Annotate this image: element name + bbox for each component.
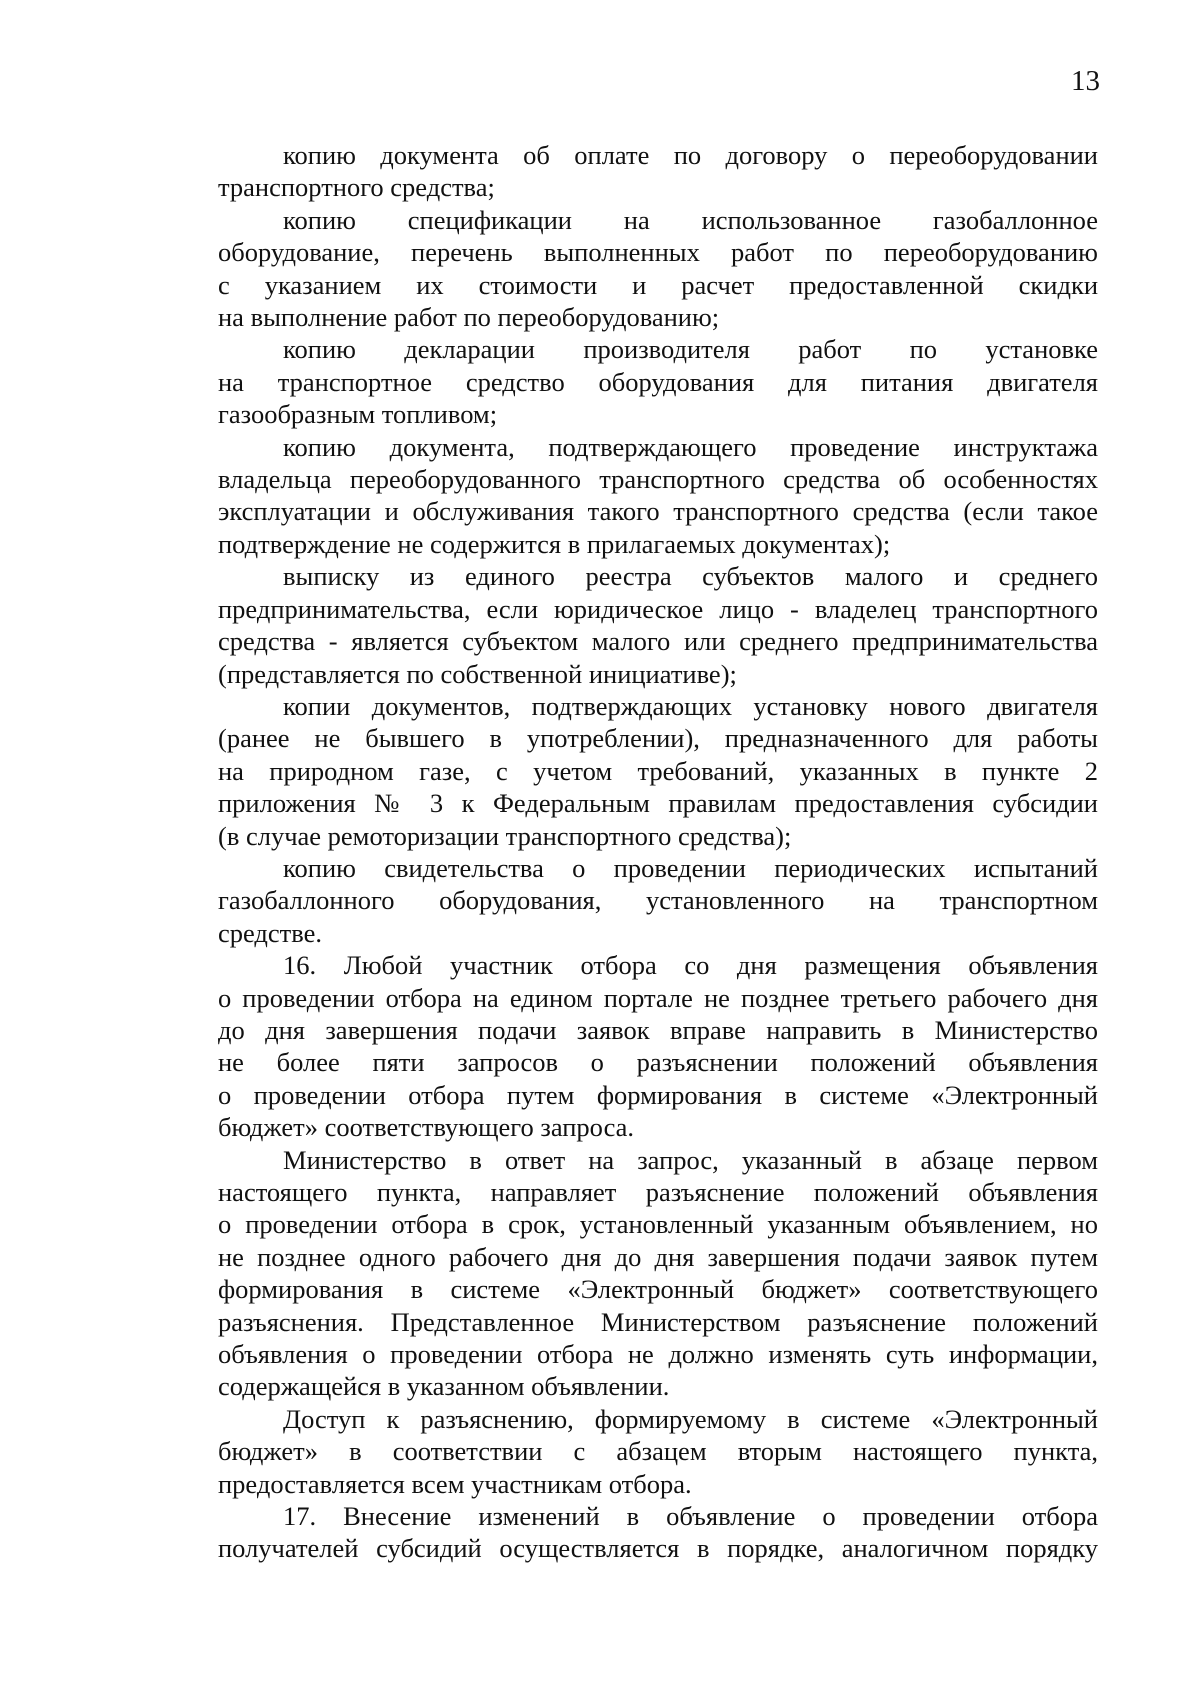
- text-line: получателей субсидий осуществляется в порядке, аналогичном порядку: [218, 1533, 1098, 1564]
- paragraph: [218, 560, 1098, 690]
- text-line: газообразным топливом;: [218, 399, 498, 430]
- text-line: (представляется по собственной инициативе);: [218, 658, 737, 689]
- text-line: объявления о проведении отбора не должно изменять суть информации,: [218, 1339, 1098, 1370]
- text-line: подтверждение не содержится в прилагаемых документах);: [218, 528, 891, 559]
- text-line: транспортного средства;: [218, 172, 495, 203]
- paragraph: [218, 690, 1098, 852]
- text-line: предоставляется всем участникам отбора.: [218, 1468, 692, 1499]
- text-line: о проведении отбора на едином портале не позднее третьего рабочего дня: [218, 982, 1098, 1013]
- text-line: приложения № 3 к Федеральным правилам предоставления субсидии: [218, 788, 1098, 819]
- text-line: копии документов, подтверждающих установку нового двигателя: [283, 690, 1098, 721]
- paragraph: [218, 1144, 1098, 1403]
- text-line: на выполнение работ по переоборудованию;: [218, 302, 720, 333]
- text-line: (ранее не бывшего в употреблении), предназначенного для работы: [218, 723, 1098, 754]
- text-line: разъяснения. Представленное Министерством разъяснение положений: [218, 1306, 1098, 1337]
- text-line: копию декларации производителя работ по установке: [283, 334, 1098, 365]
- text-line: копию документа, подтверждающего проведение инструктажа: [283, 431, 1098, 462]
- paragraph: [218, 204, 1098, 334]
- text-line: содержащейся в указанном объявлении.: [218, 1371, 670, 1402]
- text-line: Министерство в ответ на запрос, указанный в абзаце первом: [283, 1144, 1098, 1175]
- text-line: с указанием их стоимости и расчет предоставленной скидки: [218, 269, 1098, 300]
- text-line: не более пяти запросов о разъяснении положений объявления: [218, 1047, 1098, 1078]
- text-line: средстве.: [218, 917, 322, 948]
- paragraph: [218, 949, 1098, 1143]
- text-line: до дня завершения подачи заявок вправе направить в Министерство: [218, 1014, 1098, 1045]
- text-line: о проведении отбора путем формирования в системе «Электронный: [218, 1079, 1098, 1110]
- text-line: бюджет» в соответствии с абзацем вторым настоящего пункта,: [218, 1436, 1098, 1467]
- page-number: 13: [1071, 65, 1100, 97]
- text-line: не позднее одного рабочего дня до дня завершения подачи заявок путем: [218, 1241, 1098, 1272]
- text-line: на транспортное средство оборудования для питания двигателя: [218, 366, 1098, 397]
- paragraph: [218, 1500, 1098, 1565]
- text-line: о проведении отбора в срок, установленный указанным объявлением, но: [218, 1209, 1098, 1240]
- text-line: Доступ к разъяснению, формируемому в системе «Электронный: [283, 1403, 1098, 1434]
- paragraph: [218, 139, 1098, 204]
- text-line: предпринимательства, если юридическое лицо - владелец транспортного: [218, 593, 1098, 624]
- text-line: 17. Внесение изменений в объявление о проведении отбора: [283, 1501, 1098, 1532]
- paragraph: [218, 1403, 1098, 1500]
- text-line: (в случае ремоторизации транспортного средства);: [218, 820, 792, 851]
- text-line: копию свидетельства о проведении периодических испытаний: [283, 852, 1098, 883]
- text-line: формирования в системе «Электронный бюджет» соответствующего: [218, 1274, 1098, 1305]
- text-line: настоящего пункта, направляет разъяснение положений объявления: [218, 1177, 1098, 1207]
- text-line: 16. Любой участник отбора со дня размещения объявления: [283, 950, 1098, 981]
- text-line: владельца переоборудованного транспортного средства об особенностях: [218, 464, 1098, 495]
- paragraph: [218, 431, 1098, 561]
- text-line: бюджет» соответствующего запроса.: [218, 1112, 635, 1143]
- text-line: на природном газе, с учетом требований, указанных в пункте 2: [218, 755, 1098, 786]
- text-line: газобаллонного оборудования, установленного на транспортном: [218, 885, 1098, 916]
- text-line: копию спецификации на использованное газобаллонное: [283, 204, 1098, 235]
- text-line: эксплуатации и обслуживания такого транспортного средства (если такое: [218, 496, 1098, 527]
- text-line: средства - является субъектом малого или среднего предпринимательства: [218, 626, 1098, 657]
- paragraph: [218, 333, 1098, 430]
- text-line: копию документа об оплате по договору о переоборудовании: [283, 140, 1098, 170]
- paragraph: [218, 852, 1098, 949]
- text-line: выписку из единого реестра субъектов малого и среднего: [283, 561, 1098, 592]
- text-line: оборудование, перечень выполненных работ по переоборудованию: [218, 237, 1098, 268]
- document-body: [218, 139, 1098, 1565]
